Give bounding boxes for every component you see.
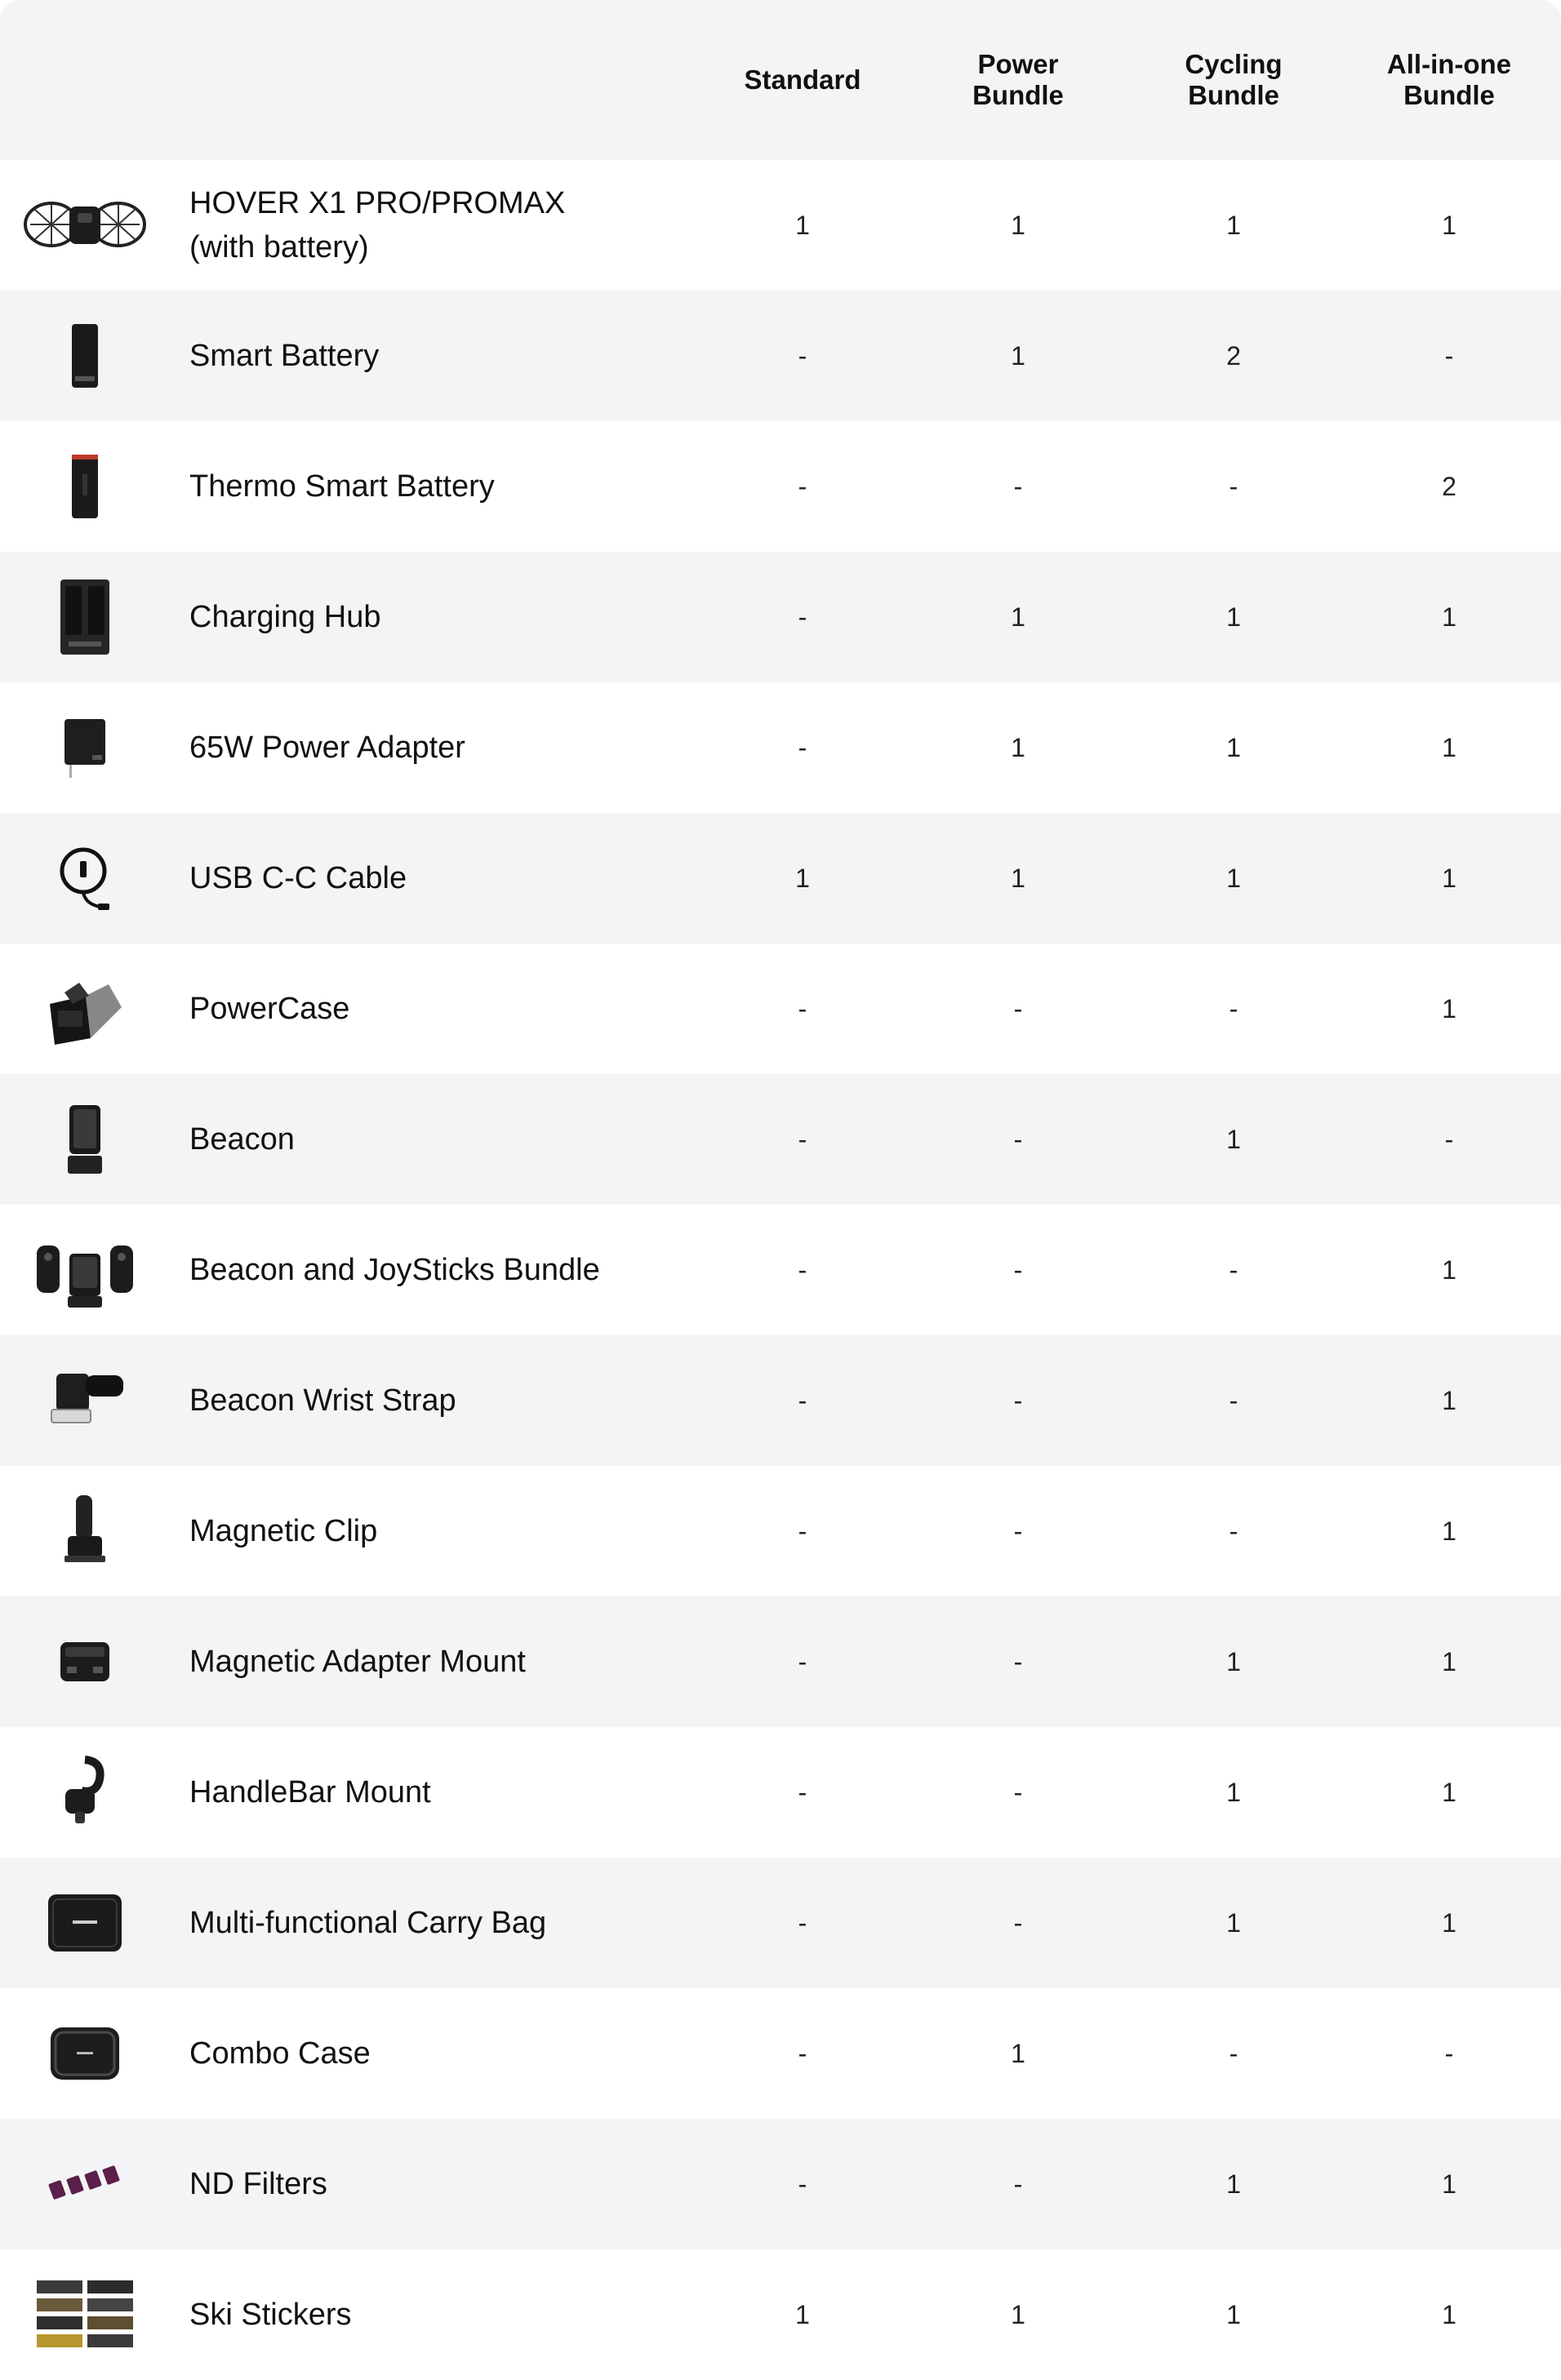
qty-power-bundle: -	[1013, 1254, 1023, 1285]
table-row	[0, 813, 1561, 944]
powercase-icon	[20, 960, 150, 1058]
qty-power-bundle: 1	[1011, 863, 1025, 893]
qty-cycling-bundle: -	[1229, 1385, 1239, 1415]
qty-standard: 1	[795, 2299, 810, 2329]
item-name: ND Filters	[189, 2167, 327, 2201]
smart-battery-icon	[20, 307, 150, 405]
qty-all-in-one-bundle: -	[1444, 1124, 1454, 1154]
combo-case-icon	[20, 2005, 150, 2102]
item-name: HandleBar Mount	[189, 1775, 431, 1809]
qty-power-bundle: -	[1013, 1124, 1023, 1154]
qty-standard: -	[798, 732, 807, 762]
qty-standard: -	[798, 1385, 807, 1415]
usb-cable-icon	[20, 829, 150, 927]
table-row	[0, 1596, 1561, 1727]
qty-cycling-bundle: 1	[1226, 1124, 1241, 1154]
thermo-battery-icon	[20, 437, 150, 535]
qty-power-bundle: 1	[1011, 2038, 1025, 2068]
qty-all-in-one-bundle: 1	[1442, 2169, 1456, 2199]
qty-all-in-one-bundle: 1	[1442, 1385, 1456, 1415]
qty-power-bundle: 1	[1011, 210, 1025, 240]
qty-all-in-one-bundle: 1	[1442, 210, 1456, 240]
qty-all-in-one-bundle: 1	[1442, 863, 1456, 893]
table-row	[0, 1727, 1561, 1858]
qty-all-in-one-bundle: 1	[1442, 732, 1456, 762]
qty-power-bundle: -	[1013, 2169, 1023, 2199]
item-name: Magnetic Adapter Mount	[189, 1645, 526, 1679]
qty-power-bundle: 1	[1011, 340, 1025, 371]
qty-standard: -	[798, 2038, 807, 2068]
item-name: 65W Power Adapter	[189, 730, 465, 765]
qty-cycling-bundle: 1	[1226, 2299, 1241, 2329]
column-header-power-bundle: Power Bundle	[972, 49, 1064, 110]
qty-all-in-one-bundle: 1	[1442, 1907, 1456, 1938]
qty-cycling-bundle: 2	[1226, 340, 1241, 371]
carry-bag-icon	[20, 1874, 150, 1972]
qty-power-bundle: -	[1013, 1777, 1023, 1807]
beacon-joysticks-icon	[20, 1221, 150, 1319]
column-header-all-in-one-bundle: All-in-one Bundle	[1386, 49, 1512, 110]
qty-power-bundle: -	[1013, 471, 1023, 501]
nd-filters-icon	[20, 2135, 150, 2233]
qty-standard: 1	[795, 210, 810, 240]
table-row	[0, 2119, 1561, 2249]
item-name: PowerCase	[189, 992, 350, 1026]
magnetic-mount-icon	[20, 1613, 150, 1711]
qty-cycling-bundle: 1	[1226, 210, 1241, 240]
qty-all-in-one-bundle: 1	[1442, 1777, 1456, 1807]
qty-standard: -	[798, 1646, 807, 1676]
qty-power-bundle: -	[1013, 1385, 1023, 1415]
qty-cycling-bundle: 1	[1226, 1646, 1241, 1676]
qty-cycling-bundle: -	[1229, 1254, 1239, 1285]
qty-cycling-bundle: -	[1229, 471, 1239, 501]
item-name: Magnetic Clip	[189, 1514, 378, 1548]
qty-standard: -	[798, 1124, 807, 1154]
table-row	[0, 1988, 1561, 2119]
power-adapter-icon	[20, 699, 150, 797]
wrist-strap-icon	[20, 1352, 150, 1450]
column-header-standard: Standard	[744, 64, 861, 95]
qty-power-bundle: -	[1013, 1646, 1023, 1676]
qty-standard: -	[798, 471, 807, 501]
qty-standard: -	[798, 602, 807, 632]
qty-standard: -	[798, 1907, 807, 1938]
item-name: Ski Stickers	[189, 2298, 352, 2332]
qty-all-in-one-bundle: 1	[1442, 2299, 1456, 2329]
item-name: Thermo Smart Battery	[189, 469, 495, 504]
qty-all-in-one-bundle: 1	[1442, 602, 1456, 632]
item-name: Beacon	[189, 1122, 295, 1157]
table-row	[0, 1074, 1561, 1205]
table-row	[0, 291, 1561, 421]
qty-all-in-one-bundle: -	[1444, 340, 1454, 371]
table-row	[0, 160, 1561, 291]
qty-cycling-bundle: 1	[1226, 2169, 1241, 2199]
charging-hub-icon	[20, 568, 150, 666]
qty-standard: -	[798, 1254, 807, 1285]
ski-stickers-icon	[20, 2266, 150, 2364]
table-row	[0, 1335, 1561, 1466]
qty-standard: -	[798, 993, 807, 1023]
item-name: Charging Hub	[189, 600, 381, 634]
item-name: HOVER X1 PRO/PROMAX (with battery)	[189, 186, 566, 264]
table-row	[0, 552, 1561, 682]
qty-power-bundle: -	[1013, 1907, 1023, 1938]
qty-cycling-bundle: 1	[1226, 602, 1241, 632]
qty-cycling-bundle: 1	[1226, 732, 1241, 762]
handlebar-mount-icon	[20, 1743, 150, 1841]
table-row	[0, 944, 1561, 1074]
qty-standard: -	[798, 1516, 807, 1546]
qty-all-in-one-bundle: 1	[1442, 1646, 1456, 1676]
item-name: Beacon and JoySticks Bundle	[189, 1253, 600, 1287]
table-row	[0, 1205, 1561, 1335]
drone-icon	[20, 176, 150, 274]
table-row	[0, 1858, 1561, 1988]
magnetic-clip-icon	[20, 1482, 150, 1580]
table-row	[0, 682, 1561, 813]
table-row	[0, 2249, 1561, 2380]
item-name: USB C-C Cable	[189, 861, 407, 895]
qty-cycling-bundle: 1	[1226, 1777, 1241, 1807]
qty-standard: -	[798, 2169, 807, 2199]
qty-cycling-bundle: 1	[1226, 1907, 1241, 1938]
qty-cycling-bundle: -	[1229, 993, 1239, 1023]
item-name: Multi-functional Carry Bag	[189, 1906, 547, 1940]
item-name: Smart Battery	[189, 339, 380, 373]
qty-power-bundle: -	[1013, 1516, 1023, 1546]
qty-standard: 1	[795, 863, 810, 893]
qty-power-bundle: 1	[1011, 2299, 1025, 2329]
item-name: Combo Case	[189, 2036, 371, 2071]
qty-standard: -	[798, 1777, 807, 1807]
qty-cycling-bundle: -	[1229, 1516, 1239, 1546]
qty-power-bundle: 1	[1011, 602, 1025, 632]
beacon-icon	[20, 1090, 150, 1188]
qty-cycling-bundle: 1	[1226, 863, 1241, 893]
column-header-cycling-bundle: Cycling Bundle	[1185, 49, 1283, 110]
qty-all-in-one-bundle: 1	[1442, 993, 1456, 1023]
qty-standard: -	[798, 340, 807, 371]
qty-all-in-one-bundle: 1	[1442, 1516, 1456, 1546]
table-row	[0, 1466, 1561, 1596]
qty-power-bundle: -	[1013, 993, 1023, 1023]
qty-all-in-one-bundle: 1	[1442, 1254, 1456, 1285]
qty-cycling-bundle: -	[1229, 2038, 1239, 2068]
table-header	[0, 0, 1561, 160]
qty-all-in-one-bundle: 2	[1442, 471, 1456, 501]
qty-all-in-one-bundle: -	[1444, 2038, 1454, 2068]
table-row	[0, 421, 1561, 552]
qty-power-bundle: 1	[1011, 732, 1025, 762]
item-name: Beacon Wrist Strap	[189, 1383, 456, 1418]
